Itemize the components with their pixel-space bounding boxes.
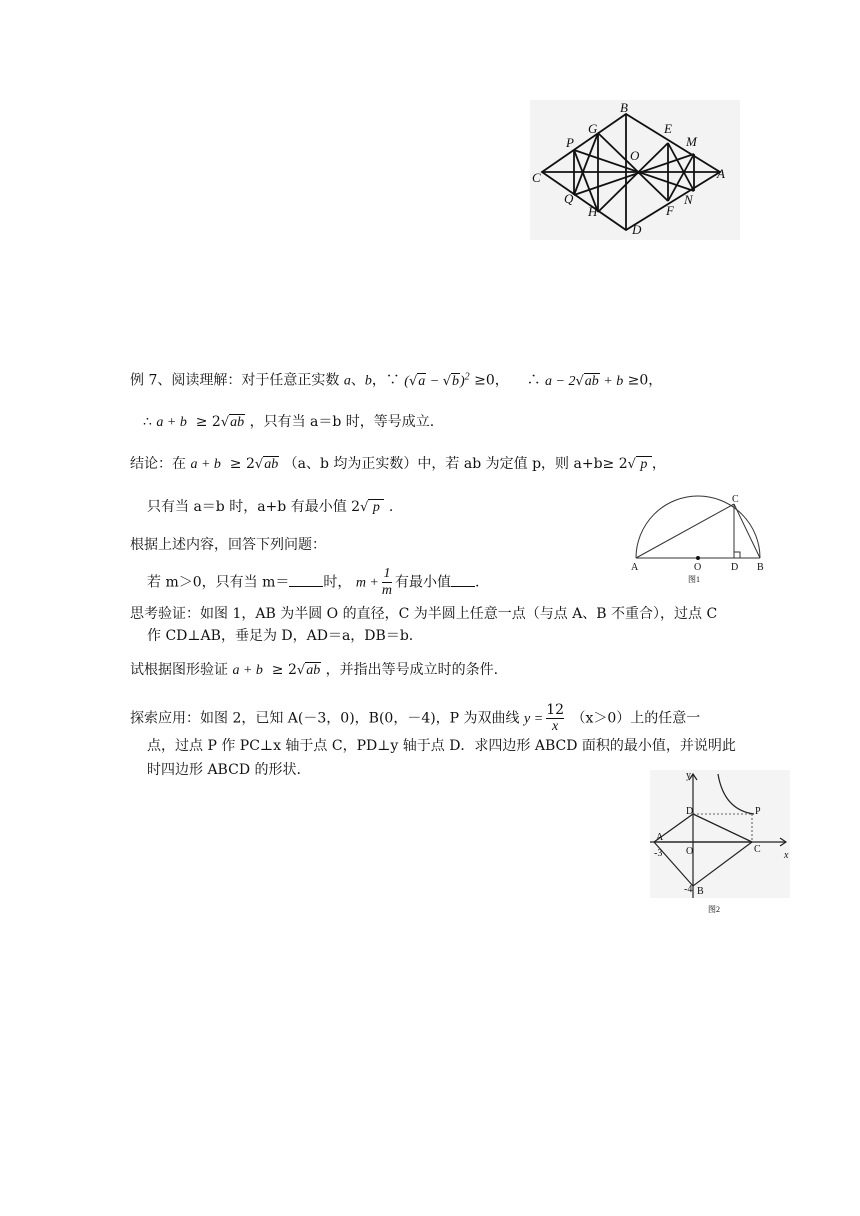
fig2-label-x: x bbox=[784, 850, 789, 861]
fig2-label-y: y bbox=[686, 770, 691, 781]
rhombus-label: D bbox=[632, 222, 642, 237]
rhombus-label: A bbox=[717, 166, 725, 181]
explore-line-3: 时四边形 ABCD 的形状. bbox=[147, 762, 301, 778]
conclusion-line-2: 只有当 a＝b 时，a+b 有最小值 2√ p . bbox=[147, 499, 394, 515]
explore-line-1: 探索应用：如图 2，已知 A(－3，0)，B(0，－4)，P 为双曲线 y = $\frac{12}{x}$ （x＞0）上的任意一 bbox=[130, 702, 701, 734]
verify-line-1: 思考验证：如图 1，AB 为半圆 O 的直径，C 为半圆上任意一点（与点 A、B 不重合），过点 C bbox=[130, 606, 718, 622]
rhombus-label: G bbox=[588, 121, 598, 136]
example-line-2: ∴ a + b ≥ 2√ab ，只有当 a＝b 时，等号成立. bbox=[143, 414, 435, 430]
explore-line-2: 点，过点 P 作 PC⊥x 轴于点 C，PD⊥y 轴于点 D．求四边形 ABCD 面积的最小值，并说明此 bbox=[147, 738, 736, 754]
fig1-label-d: D bbox=[731, 562, 739, 573]
fig1-caption: 图1 bbox=[688, 575, 700, 584]
fig2-label-o: O bbox=[686, 846, 694, 857]
fig1-label-a: A bbox=[631, 562, 639, 573]
example-line-1: 例 7、阅读理解：对于任意正实数 a、b，∵ $(√a - √b)^2 \ge 0$， ∴ a − 2√ab + b ≥0， bbox=[130, 371, 663, 389]
rhombus-label: O bbox=[630, 148, 640, 163]
fig1-label-b: B bbox=[757, 562, 764, 573]
rhombus-label: B bbox=[620, 100, 628, 115]
fig2-caption: 图2 bbox=[708, 905, 720, 914]
figure-2-hyperbola bbox=[646, 770, 794, 920]
fig2-label-b: B bbox=[697, 886, 704, 897]
rhombus-label: N bbox=[684, 192, 693, 207]
question-1: 若 m＞0，只有当 m＝ 时， m + $\frac{1}{m}$ 有最小值 . bbox=[147, 566, 480, 598]
fig2-label-p: P bbox=[755, 806, 761, 817]
rhombus-label: C bbox=[532, 170, 541, 185]
fig2-label-minus3: -3 bbox=[654, 848, 663, 859]
figure-1-semicircle bbox=[628, 488, 770, 588]
verify-line-3: 试根据图形验证 a + b ≥ 2√ab ，并指出等号成立时的条件. bbox=[130, 662, 499, 678]
fig1-label-o: O bbox=[694, 562, 702, 573]
conclusion-line-1: 结论：在 a + b ≥ 2√ab （a、b 均为正实数）中，若 ab 为定值 p，则 a+b≥ 2√ p ， bbox=[130, 456, 666, 472]
fig2-label-c: C bbox=[754, 844, 761, 855]
rhombus-label: P bbox=[566, 135, 574, 150]
rhombus-label: Q bbox=[564, 191, 574, 206]
rhombus-label: H bbox=[588, 204, 598, 219]
rhombus-label: M bbox=[686, 134, 697, 149]
verify-line-2: 作 CD⊥AB，垂足为 D，AD＝a，DB＝b. bbox=[147, 628, 414, 644]
fig2-label-minus4: -4 bbox=[684, 884, 693, 895]
fig2-label-a: A bbox=[656, 832, 664, 843]
question-intro: 根据上述内容，回答下列问题： bbox=[130, 537, 326, 553]
rhombus-figure bbox=[530, 100, 740, 240]
rhombus-label: F bbox=[666, 203, 674, 218]
fig2-label-d: D bbox=[686, 806, 694, 817]
rhombus-label: E bbox=[664, 121, 672, 136]
fig1-label-c: C bbox=[732, 494, 739, 505]
